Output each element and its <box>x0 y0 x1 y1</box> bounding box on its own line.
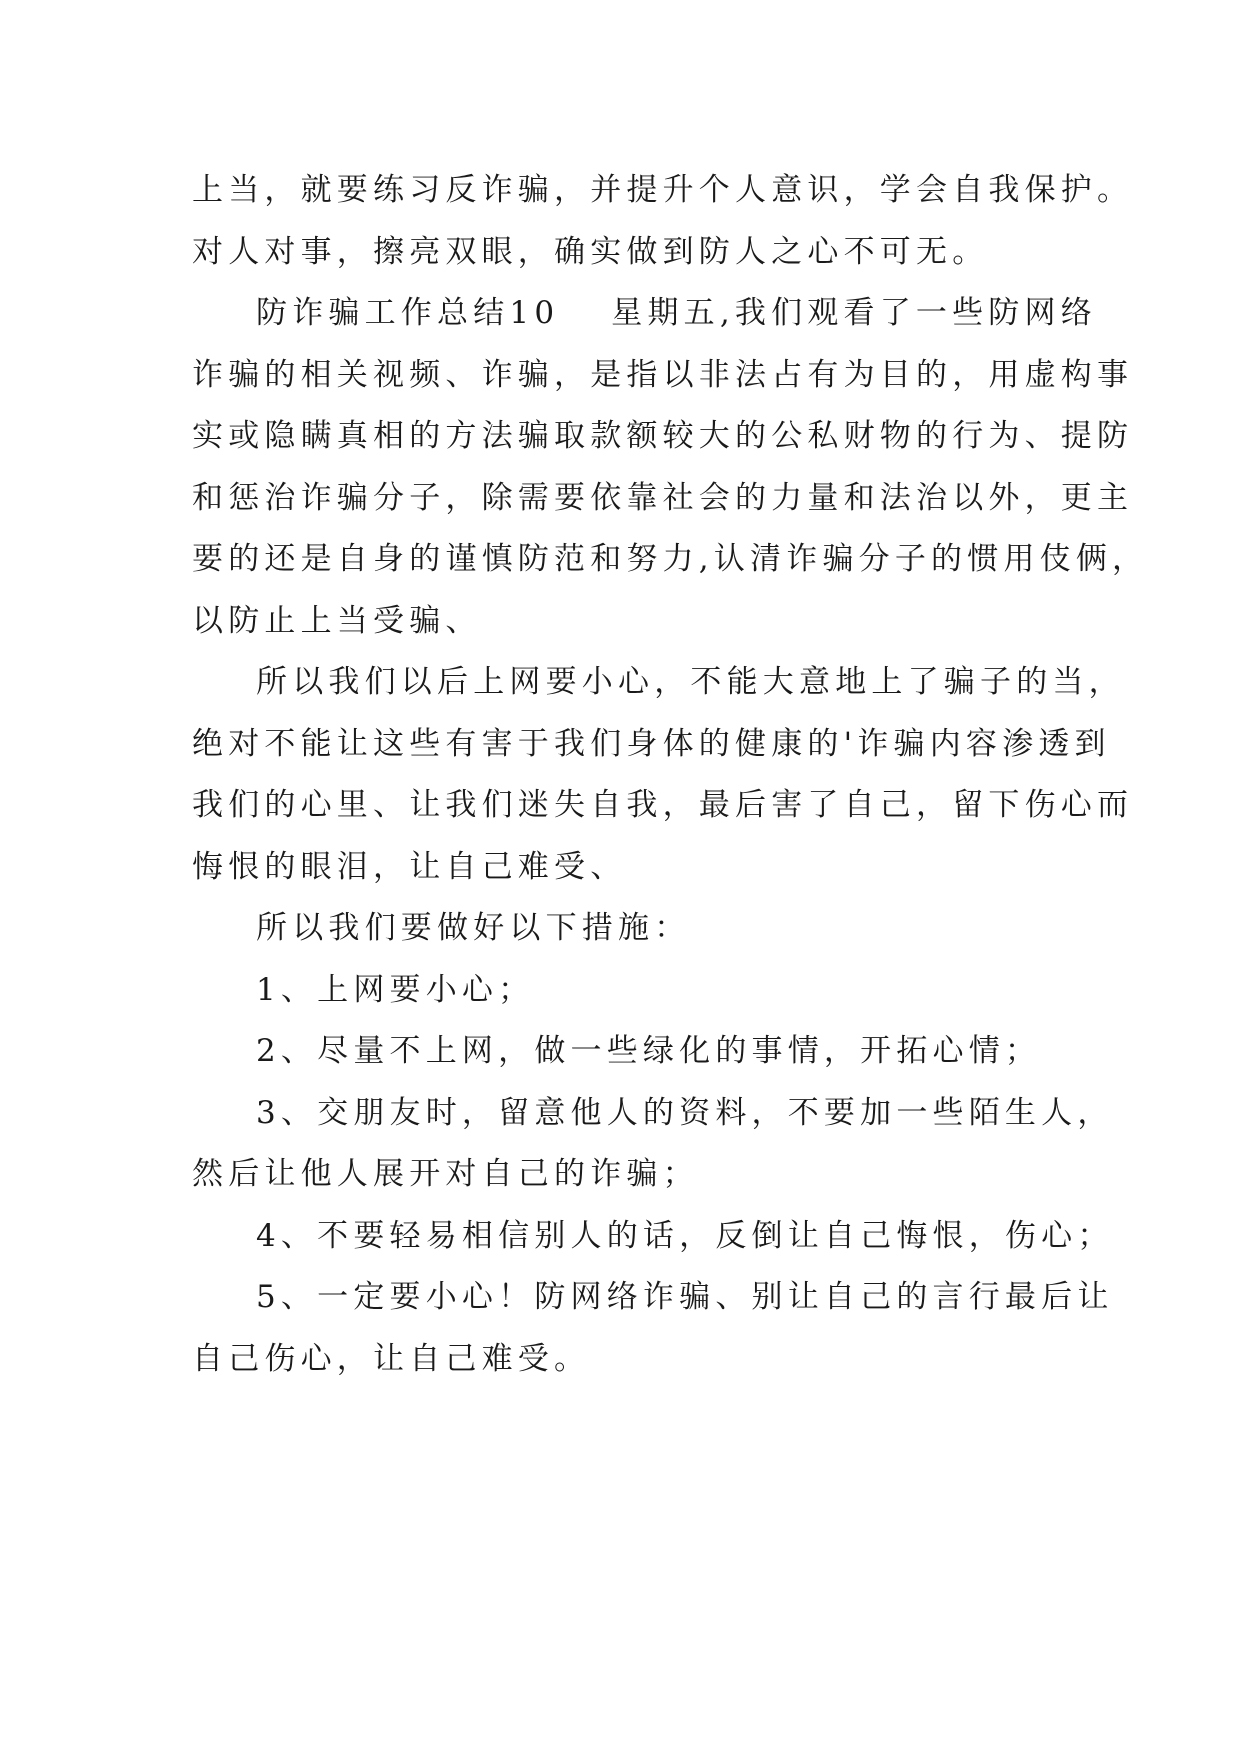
text-line: 对人对事，擦亮双眼，确实做到防人之心不可无。 <box>192 233 989 270</box>
list-item-continuation: 自己伤心，让自己难受。 <box>192 1340 591 1377</box>
text-line: 诈骗的相关视频、诈骗，是指以非法占有为目的，用虚构事 <box>192 356 1134 393</box>
text-line-with-heading <box>192 283 1097 345</box>
text-line: 要的还是自身的谨慎防范和努力,认清诈骗分子的惯用伎俩， <box>192 541 1149 577</box>
text-line: 所以我们以后上网要小心，不能大意地上了骗子的当， <box>256 664 1125 700</box>
text-line: 我们的心里、让我们迷失自我，最后害了自己，留下伤心而 <box>192 787 1134 823</box>
list-item-continuation: 然后让他人展开对自己的诈骗； <box>192 1156 699 1192</box>
text-line: 所以我们要做好以下措施： <box>256 910 691 946</box>
text-line: 以防止上当受骗、 <box>192 602 482 639</box>
list-item: 1、上网要小心； <box>256 971 535 1008</box>
list-item: 3、交朋友时，留意他人的资料，不要加一些陌生人， <box>256 1094 1114 1131</box>
document-body <box>192 160 1149 1390</box>
paragraph-start: 星期五,我们观看了一些防网络 <box>611 295 1097 331</box>
list-item: 4、不要轻易相信别人的话，反倒让自己悔恨，伤心； <box>256 1217 1114 1254</box>
list-item: 5、一定要小心！防网络诈骗、别让自己的言行最后让 <box>256 1279 1114 1315</box>
list-item: 2、尽量不上网，做一些绿化的事情，开拓心情； <box>256 1033 1042 1069</box>
text-line: 绝对不能让这些有害于我们身体的健康的'诈骗内容渗透到 <box>192 725 1111 762</box>
text-line: 和惩治诈骗分子，除需要依靠社会的力量和法治以外，更主 <box>192 479 1134 516</box>
text-line: 悔恨的眼泪，让自己难受、 <box>192 848 627 885</box>
text-line: 上当，就要练习反诈骗，并提升个人意识，学会自我保护。 <box>192 172 1134 208</box>
text-line: 实或隐瞒真相的方法骗取款额较大的公私财物的行为、提防 <box>192 418 1134 454</box>
section-heading: 防诈骗工作总结10 <box>256 295 560 331</box>
